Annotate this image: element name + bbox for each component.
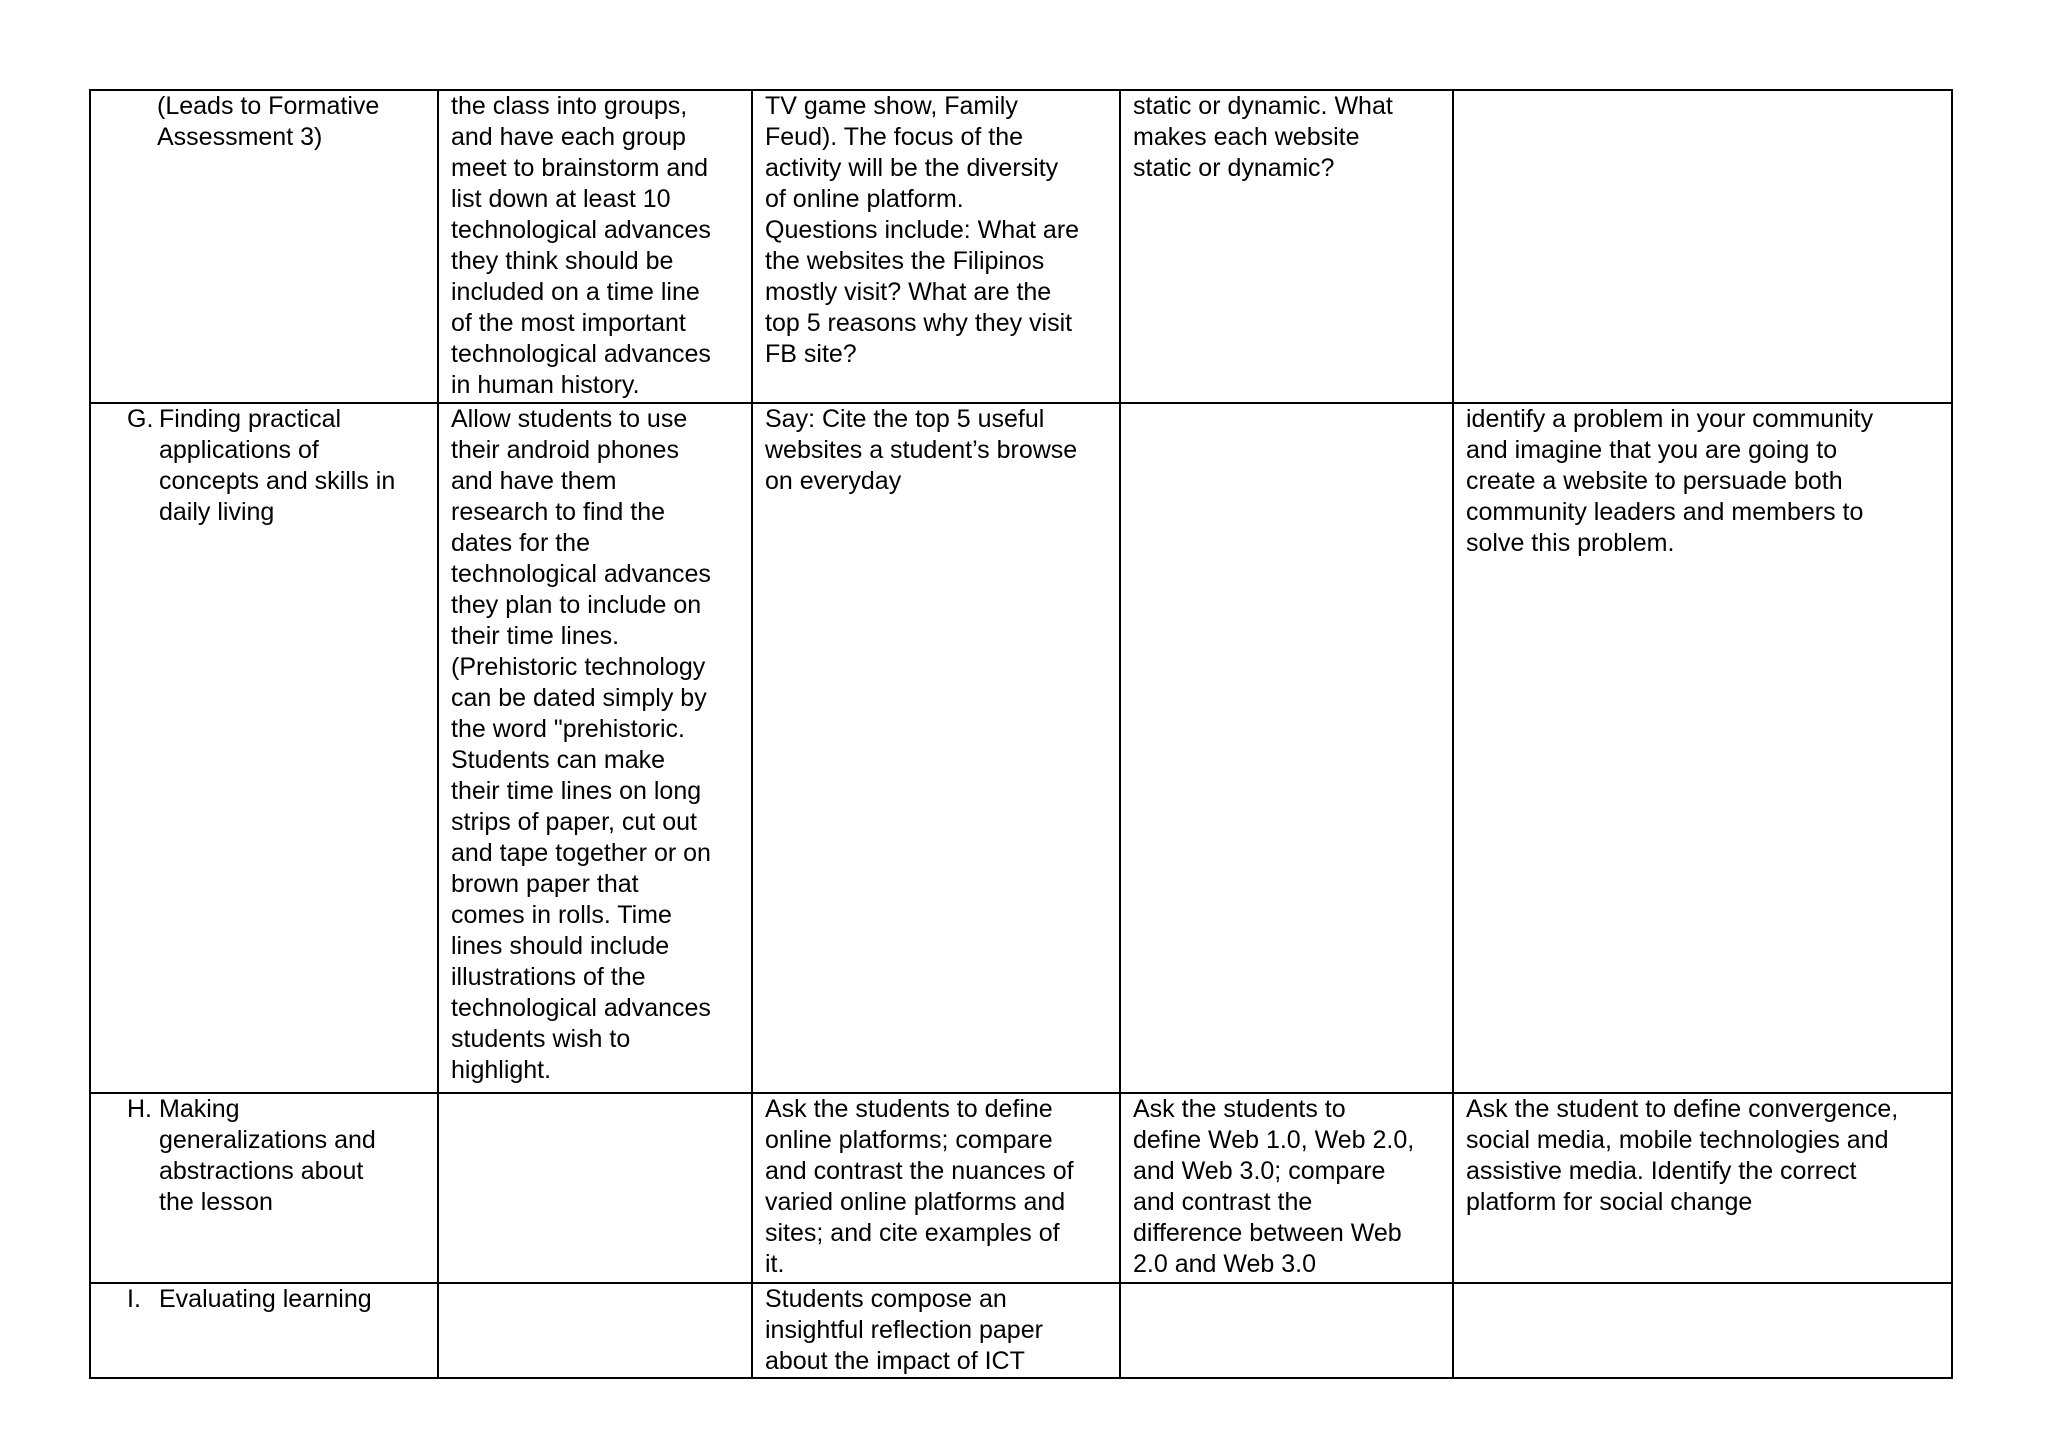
table-cell xyxy=(438,90,752,403)
procedure-step-label: Making generalizations and abstractions about the lesson xyxy=(159,1095,376,1216)
table-cell xyxy=(1120,1093,1453,1283)
table-cell xyxy=(752,1093,1120,1283)
table-cell xyxy=(752,403,1120,1093)
cell-text: TV game show, Family Feud). The focus of the activity will be the diversity of online platform. Questions include: What are the websites the Filipinos mostly visit? What are the top 5 reasons why they visit FB site? xyxy=(765,92,1080,368)
procedure-step xyxy=(103,404,425,528)
table-cell xyxy=(438,1283,752,1378)
table-cell xyxy=(438,403,752,1093)
cell-text: Ask the students to define Web 1.0, Web 2.0, and Web 3.0; compare and contrast the difference between Web 2.0 and Web 3.0 xyxy=(1133,1095,1415,1278)
cell-text: Say: Cite the top 5 useful websites a student’s browse on everyday xyxy=(765,405,1078,495)
table-cell xyxy=(1120,90,1453,403)
cell-text: Ask the student to define convergence, social media, mobile technologies and assistive media. Identify the correct platform for social change xyxy=(1466,1095,1899,1216)
table-cell xyxy=(1453,403,1952,1093)
table-cell xyxy=(1120,1283,1453,1378)
procedure-step-label: Finding practical applications of concepts and skills in daily living xyxy=(159,405,396,526)
table-cell xyxy=(1453,90,1952,403)
cell-text: Allow students to use their android phones and have them research to find the dates for the technological advances they plan to include on their time lines. (Prehistoric technology can be dated simply by the word "prehistoric. Students can make their time lines on long strips of paper, cut out and tape together or on brown paper that comes in rolls. Time lines should include illustrations of the technological advances students wish to highlight. xyxy=(451,405,711,1084)
procedure-step-marker: G. xyxy=(127,405,154,433)
table-cell xyxy=(1453,1283,1952,1378)
procedure-step xyxy=(103,1094,425,1218)
table-cell xyxy=(752,1283,1120,1378)
cell-text: Students compose an insightful reflection paper about the impact of ICT xyxy=(765,1285,1043,1375)
cell-text: identify a problem in your community and imagine that you are going to create a website to persuade both community leaders and members to solve this problem. xyxy=(1466,405,1874,557)
table-cell xyxy=(438,1093,752,1283)
procedure-step xyxy=(103,1284,425,1315)
cell-text: static or dynamic. What makes each website static or dynamic? xyxy=(1133,92,1393,182)
procedure-step-marker: I. xyxy=(127,1285,141,1313)
procedure-step-label: (Leads to Formative Assessment 3) xyxy=(157,92,380,151)
table-row xyxy=(90,1093,1952,1283)
table-cell xyxy=(1120,403,1453,1093)
procedure-step-label: Evaluating learning xyxy=(159,1285,372,1313)
procedure-step xyxy=(103,91,425,153)
procedure-step-marker: H. xyxy=(127,1095,152,1123)
table-row xyxy=(90,90,1952,403)
cell-text: the class into groups, and have each group meet to brainstorm and list down at least 10 technological advances they think should be included on a time line of the most important technological advances in human history. xyxy=(451,92,711,399)
procedure-step-cell xyxy=(90,1093,438,1283)
table-row xyxy=(90,1283,1952,1378)
table-row xyxy=(90,403,1952,1093)
procedure-step-cell xyxy=(90,90,438,403)
cell-text: Ask the students to define online platforms; compare and contrast the nuances of varied online platforms and sites; and cite examples of it. xyxy=(765,1095,1074,1278)
procedure-step-cell xyxy=(90,403,438,1093)
table-cell xyxy=(1453,1093,1952,1283)
procedure-step-cell xyxy=(90,1283,438,1378)
table-cell xyxy=(752,90,1120,403)
lesson-plan-table xyxy=(89,89,1953,1379)
